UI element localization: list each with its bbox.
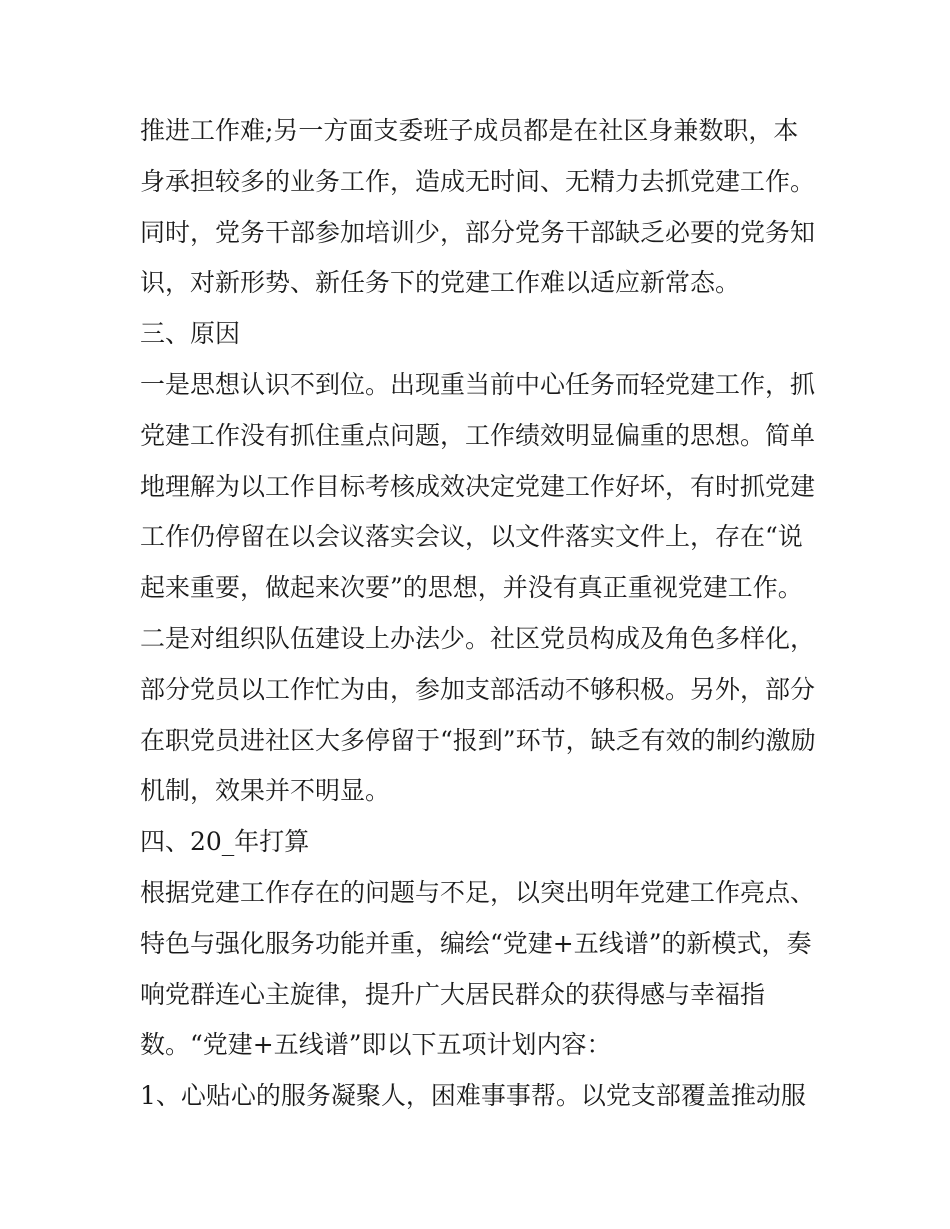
text-line-14: 机制，效果并不明显。 [140, 776, 391, 806]
text-line-10: 起来重要，做起来次要”的思想，并没有真正重视党建工作。 [140, 573, 803, 603]
text-line-7: 党建工作没有抓住重点问题，工作绩效明显偏重的思想。简单 [140, 420, 816, 450]
text-line-13: 在职党员进社区大多停留于“报到”环节，缺乏有效的制约激励 [140, 725, 816, 755]
section-heading-plan: 四、20_年打算 [140, 827, 310, 857]
text-line-19: 数。“党建+五线谱”即以下五项计划内容： [140, 1030, 612, 1060]
section-heading-reasons: 三、原因 [140, 319, 241, 349]
text-line-2: 身承担较多的业务工作，造成无时间、无精力去抓党建工作。 [140, 166, 816, 196]
text-line-8: 地理解为以工作目标考核成效决定党建工作好坏，有时抓党建 [140, 471, 816, 501]
document-body [140, 106, 820, 1122]
text-line-16: 根据党建工作存在的问题与不足，以突出明年党建工作亮点、 [140, 877, 816, 907]
text-line-17: 特色与强化服务功能并重，编绘“党建+五线谱”的新模式，奏 [140, 928, 812, 958]
text-line-9: 工作仍停留在以会议落实会议，以文件落实文件上，存在“说 [140, 522, 803, 552]
text-line-4: 识，对新形势、新任务下的党建工作难以适应新常态。 [140, 268, 741, 298]
text-line-1: 推进工作难;另一方面支委班子成员都是在社区身兼数职，本 [140, 116, 799, 145]
text-line-6: 一是思想认识不到位。出现重当前中心任务而轻党建工作，抓 [140, 369, 816, 399]
text-line-18: 响党群连心主旋律，提升广大居民群众的获得感与幸福指 [140, 979, 766, 1009]
text-line-11: 二是对组织队伍建设上办法少。社区党员构成及角色多样化， [140, 623, 816, 653]
text-line-12: 部分党员以工作忙为由，参加支部活动不够积极。另外，部分 [140, 674, 816, 704]
text-line-20: 1、心贴心的服务凝聚人，困难事事帮。以党支部覆盖推动服 [140, 1081, 806, 1111]
text-line-3: 同时，党务干部参加培训少，部分党务干部缺乏必要的党务知 [140, 217, 816, 247]
